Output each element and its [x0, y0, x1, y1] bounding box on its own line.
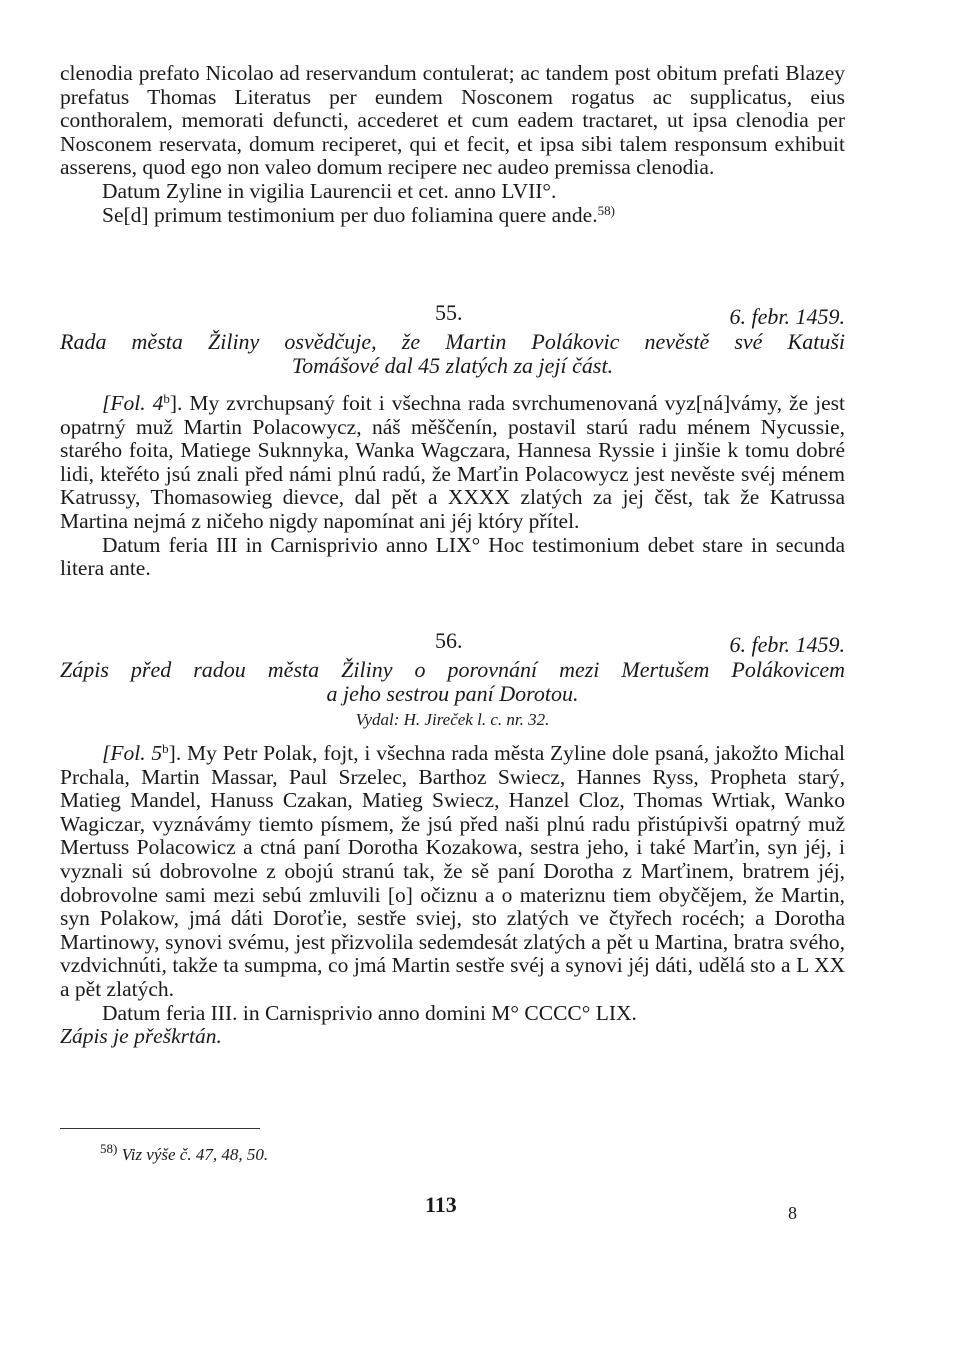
entry-56-date: 6. febr. 1459.	[729, 632, 845, 657]
entry-54-paragraph: clenodia prefato Nicolao ad reservandum contulerat; ac tandem post obitum prefati Blazey prefatus Thomas Literatus per eundem Nosconem rogatus ac supplicatus, eius conthoralem, memorati defuncti, accederet et cum eadem tractaret, ut ipsa clenodia per Nosconem reservata, domum reciperet, qui et fecit, et ipsa sibi talem responsum exhibuit asserens, quod ego non valeo domum recipere nec audeo premissa clenodia.	[60, 61, 845, 180]
entry-55-text	[60, 392, 845, 534]
entry-55-body: My zvrchupsaný foit i všechna rada svrchumenovaná vyz[ná]vámy, že jest opatrný muž Martin Polacowycz, náš měščenín, postavil starú radu ménem Nycussie, starého foita, Matiege Suknnyka, Wanka Wagczara, Hannesa Ryssie i jinšie k tomu dobré lidi, kteřéto jsú znali před námi plnú radú, že Marťin Polacowycz jest nevěste svéj ménem Katrussy, Thomasowieg dievce, dal pět a XXXX zlatých za jej čěst, tak že Katrussa Martina nejmá z ničeho nigdy napomínat ani jéj który přítel.	[60, 391, 845, 533]
entry-56-body: My Petr Polak, fojt, i všechna rada města Zyline dole psaná, jakožto Michal Prchala, Martin Massar, Paul Srzelec, Barthoz Swiecz, Hannes Ryss, Propheta starý, Matieg Mandel, Hanuss Czakan, Matieg Swiecz, Hanzel Cloz, Thomas Wrtiak, Wanko Wagiczar, vyznávámy tiemto písmem, že jsú před naši plnú radu přistúpivši opatrný muž Mertuss Polacowicz a ctná paní Dorotha Kozakowa, sestra jeho, i také Marťin, syn jéj, i vyznali sú dobrovolne z obojú stranú tak, že sě paní Dorotha z Marťinem, bratrem jéj, dobrovolne sami mezi sebú zmluvili [o] očiznu a o materiznu tiem obyčějem, že Martin, syn Polakow, jmá dáti Doroťie, sestře sviej, sto zlatých ve čtyřech rocéch; a Dorotha Martinowy, synovi svému, jest přizvolila sedemdesát zlatých a pět u Martina, bratra svého, vzdvichnúti, takže ta sumpma, co jmá Martin sestře svéj a synovi jéj dáti, udělá sto a L XX a pět zlatých.	[60, 741, 845, 1001]
entry-54-datum: Datum Zyline in vigilia Laurencii et cet. anno LVII°.	[102, 178, 557, 203]
entry-55	[60, 300, 845, 581]
entry-56-number: 56.	[435, 628, 463, 653]
entry-56-struck-note: Zápis je přeškrtán.	[60, 1024, 222, 1049]
footnote-divider	[60, 1128, 260, 1129]
entry-56-header	[60, 628, 845, 658]
entry-56-edition: Vydal: H. Jireček l. c. nr. 32.	[355, 710, 550, 729]
page-number: 113	[425, 1192, 457, 1217]
entry-54-tail	[60, 62, 845, 227]
entry-56-title-line-2: a jeho sestrou paní Dorotou.	[326, 681, 579, 706]
entry-54-note-text: Se[d] primum testimonium per duo foliamina quere ande.	[102, 202, 598, 227]
entry-56-datum: Datum feria III. in Carnisprivio anno domini M° CCCC° LIX.	[102, 1000, 637, 1025]
footnote-text: Viz výše č. 47, 48, 50.	[117, 1145, 269, 1164]
entry-55-folio-sup: b	[163, 391, 170, 406]
entry-55-number: 55.	[435, 300, 463, 325]
entry-55-title-line-1: Rada města Žiliny osvědčuje, že Martin Polákovic nevěstě své Katuši	[60, 329, 845, 354]
entry-56-title-line-1: Zápis před radou města Žiliny o porovnání mezi Mertušem Polákovicem	[60, 657, 845, 682]
footnote-ref-58: 58)	[597, 202, 615, 218]
entry-55-datum: Datum feria III in Carnisprivio anno LIX° Hoc testimonium debet stare in secunda litera ante.	[60, 532, 845, 581]
entry-54-note	[60, 204, 845, 228]
signature-mark: 8	[788, 1203, 797, 1223]
entry-55-date: 6. febr. 1459.	[729, 304, 845, 329]
entry-55-folio-close: ].	[169, 391, 183, 415]
entry-56-text	[60, 742, 845, 1002]
entry-56-folio: [Fol. 5	[102, 741, 163, 765]
entry-56-folio-close: ].	[168, 741, 182, 765]
entry-56-folio-sup: b	[162, 741, 169, 756]
entry-55-title-line-2: Tomášové dal 45 zlatých za její část.	[291, 353, 614, 378]
footnote	[100, 1141, 269, 1165]
entry-55-folio: [Fol. 4	[102, 391, 164, 415]
footnote-marker: 58)	[100, 1141, 118, 1156]
entry-56	[60, 628, 845, 1049]
entry-55-header	[60, 300, 845, 330]
